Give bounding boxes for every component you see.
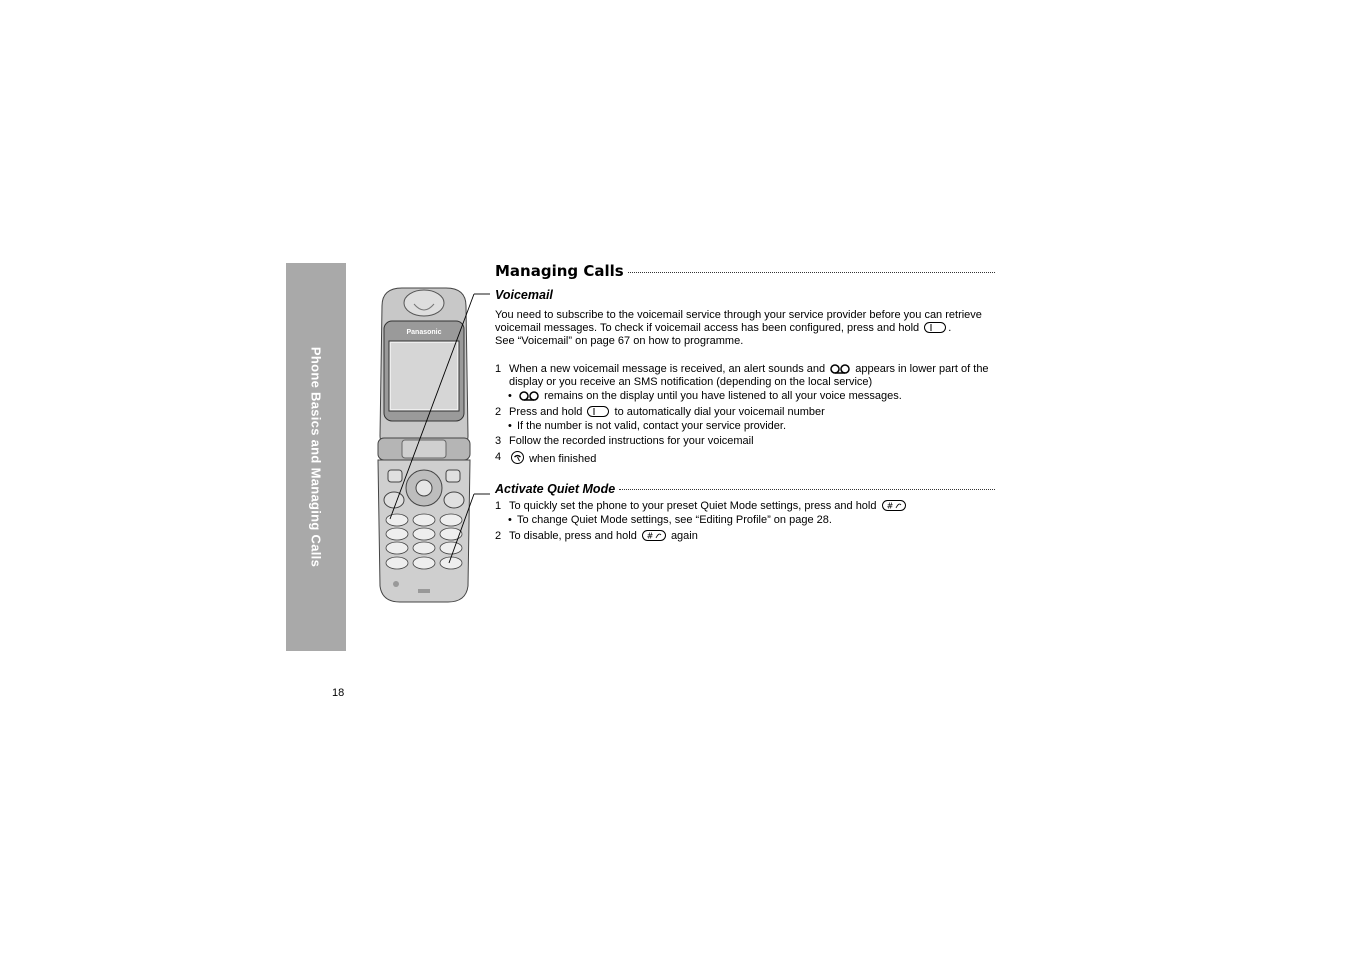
step-text-part: When a new voicemail message is received, an alert sounds and bbox=[509, 363, 826, 376]
step-number: 3 bbox=[495, 435, 502, 448]
main-content bbox=[495, 262, 995, 542]
voicemail-tape-icon bbox=[519, 391, 539, 401]
step-text-part: Press and hold bbox=[509, 405, 583, 418]
title-leader-dots bbox=[628, 272, 995, 273]
hash-quiet-key-icon bbox=[642, 530, 666, 541]
voicemail-intro bbox=[495, 309, 995, 347]
list-item bbox=[495, 530, 995, 543]
quiet-mode-leader-dots bbox=[619, 489, 995, 490]
section-title: Managing Calls bbox=[495, 262, 624, 280]
svg-text:#: # bbox=[646, 531, 654, 541]
svg-text:#: # bbox=[886, 501, 893, 511]
list-item bbox=[495, 435, 995, 448]
bullet-dot: • bbox=[508, 513, 512, 526]
voicemail-key-1-icon bbox=[587, 406, 609, 417]
section-title-row bbox=[495, 262, 995, 282]
list-item bbox=[495, 363, 995, 389]
step-number: 2 bbox=[495, 405, 502, 418]
phone-illustration bbox=[372, 286, 476, 606]
step-number: 1 bbox=[495, 499, 502, 512]
list-item bbox=[495, 500, 995, 513]
bullet-text-part: remains on the display until you have listened to all your voice messages. bbox=[544, 389, 902, 402]
step-number: 2 bbox=[495, 529, 502, 542]
voicemail-intro-text-b: . bbox=[948, 321, 952, 334]
bullet-dot: • bbox=[508, 389, 512, 402]
step-number: 1 bbox=[495, 363, 502, 376]
step-text bbox=[509, 530, 995, 543]
callout-leaders bbox=[474, 286, 494, 500]
list-item bbox=[495, 514, 995, 527]
step-text-part: to automatically dial your voicemail number bbox=[614, 405, 825, 418]
voicemail-key-1-icon bbox=[924, 322, 946, 333]
voicemail-intro-text-c: See “Voicemail” on page 67 on how to programme. bbox=[495, 334, 744, 347]
bullet-text: If the number is not valid, contact your service provider. bbox=[517, 419, 787, 432]
list-item bbox=[495, 420, 995, 433]
step-number: 4 bbox=[495, 451, 502, 464]
step-text bbox=[509, 451, 995, 466]
step-text-part: To disable, press and hold bbox=[509, 529, 637, 542]
step-text: Follow the recorded instructions for your voicemail bbox=[509, 435, 754, 448]
step-text bbox=[509, 363, 995, 389]
voicemail-heading: Voicemail bbox=[495, 288, 553, 302]
end-call-key-icon bbox=[511, 451, 524, 464]
step-text-part: again bbox=[670, 529, 698, 542]
bullet-dot: • bbox=[508, 419, 512, 432]
phone-brand: Panasonic bbox=[406, 329, 442, 336]
step-text bbox=[509, 406, 995, 419]
chapter-side-tab-label: Phone Basics and Managing Calls bbox=[308, 346, 324, 568]
list-item bbox=[495, 451, 995, 466]
voicemail-intro-text-a: You need to subscribe to the voicemail service through your service provider before you can retrieve voicemail messages. To check if voicemail access has been configured, press and hold bbox=[495, 309, 982, 334]
step-text bbox=[509, 500, 995, 513]
voicemail-steps bbox=[495, 363, 995, 466]
page-number: 18 bbox=[332, 687, 345, 699]
step-text-part: To quickly set the phone to your preset Quiet Mode settings, press and hold bbox=[509, 499, 877, 512]
bullet-text bbox=[517, 390, 902, 403]
quiet-mode-steps bbox=[495, 500, 995, 542]
bullet-text: To change Quiet Mode settings, see “Editing Profile” on page 28. bbox=[517, 513, 832, 526]
step-text-part: appears in lower part of the display or you receive an SMS notification (depending on the local service) bbox=[509, 363, 989, 389]
hash-quiet-key-icon bbox=[882, 500, 906, 511]
step-text-part: when finished bbox=[529, 453, 597, 466]
list-item bbox=[495, 390, 995, 403]
phone-drawing bbox=[372, 286, 476, 606]
quiet-mode-heading-row bbox=[495, 482, 995, 496]
voicemail-heading-row bbox=[495, 288, 995, 302]
quiet-mode-heading: Activate Quiet Mode bbox=[495, 481, 616, 496]
list-item bbox=[495, 406, 995, 419]
voicemail-tape-icon bbox=[830, 364, 850, 374]
chapter-side-tab bbox=[286, 263, 346, 651]
